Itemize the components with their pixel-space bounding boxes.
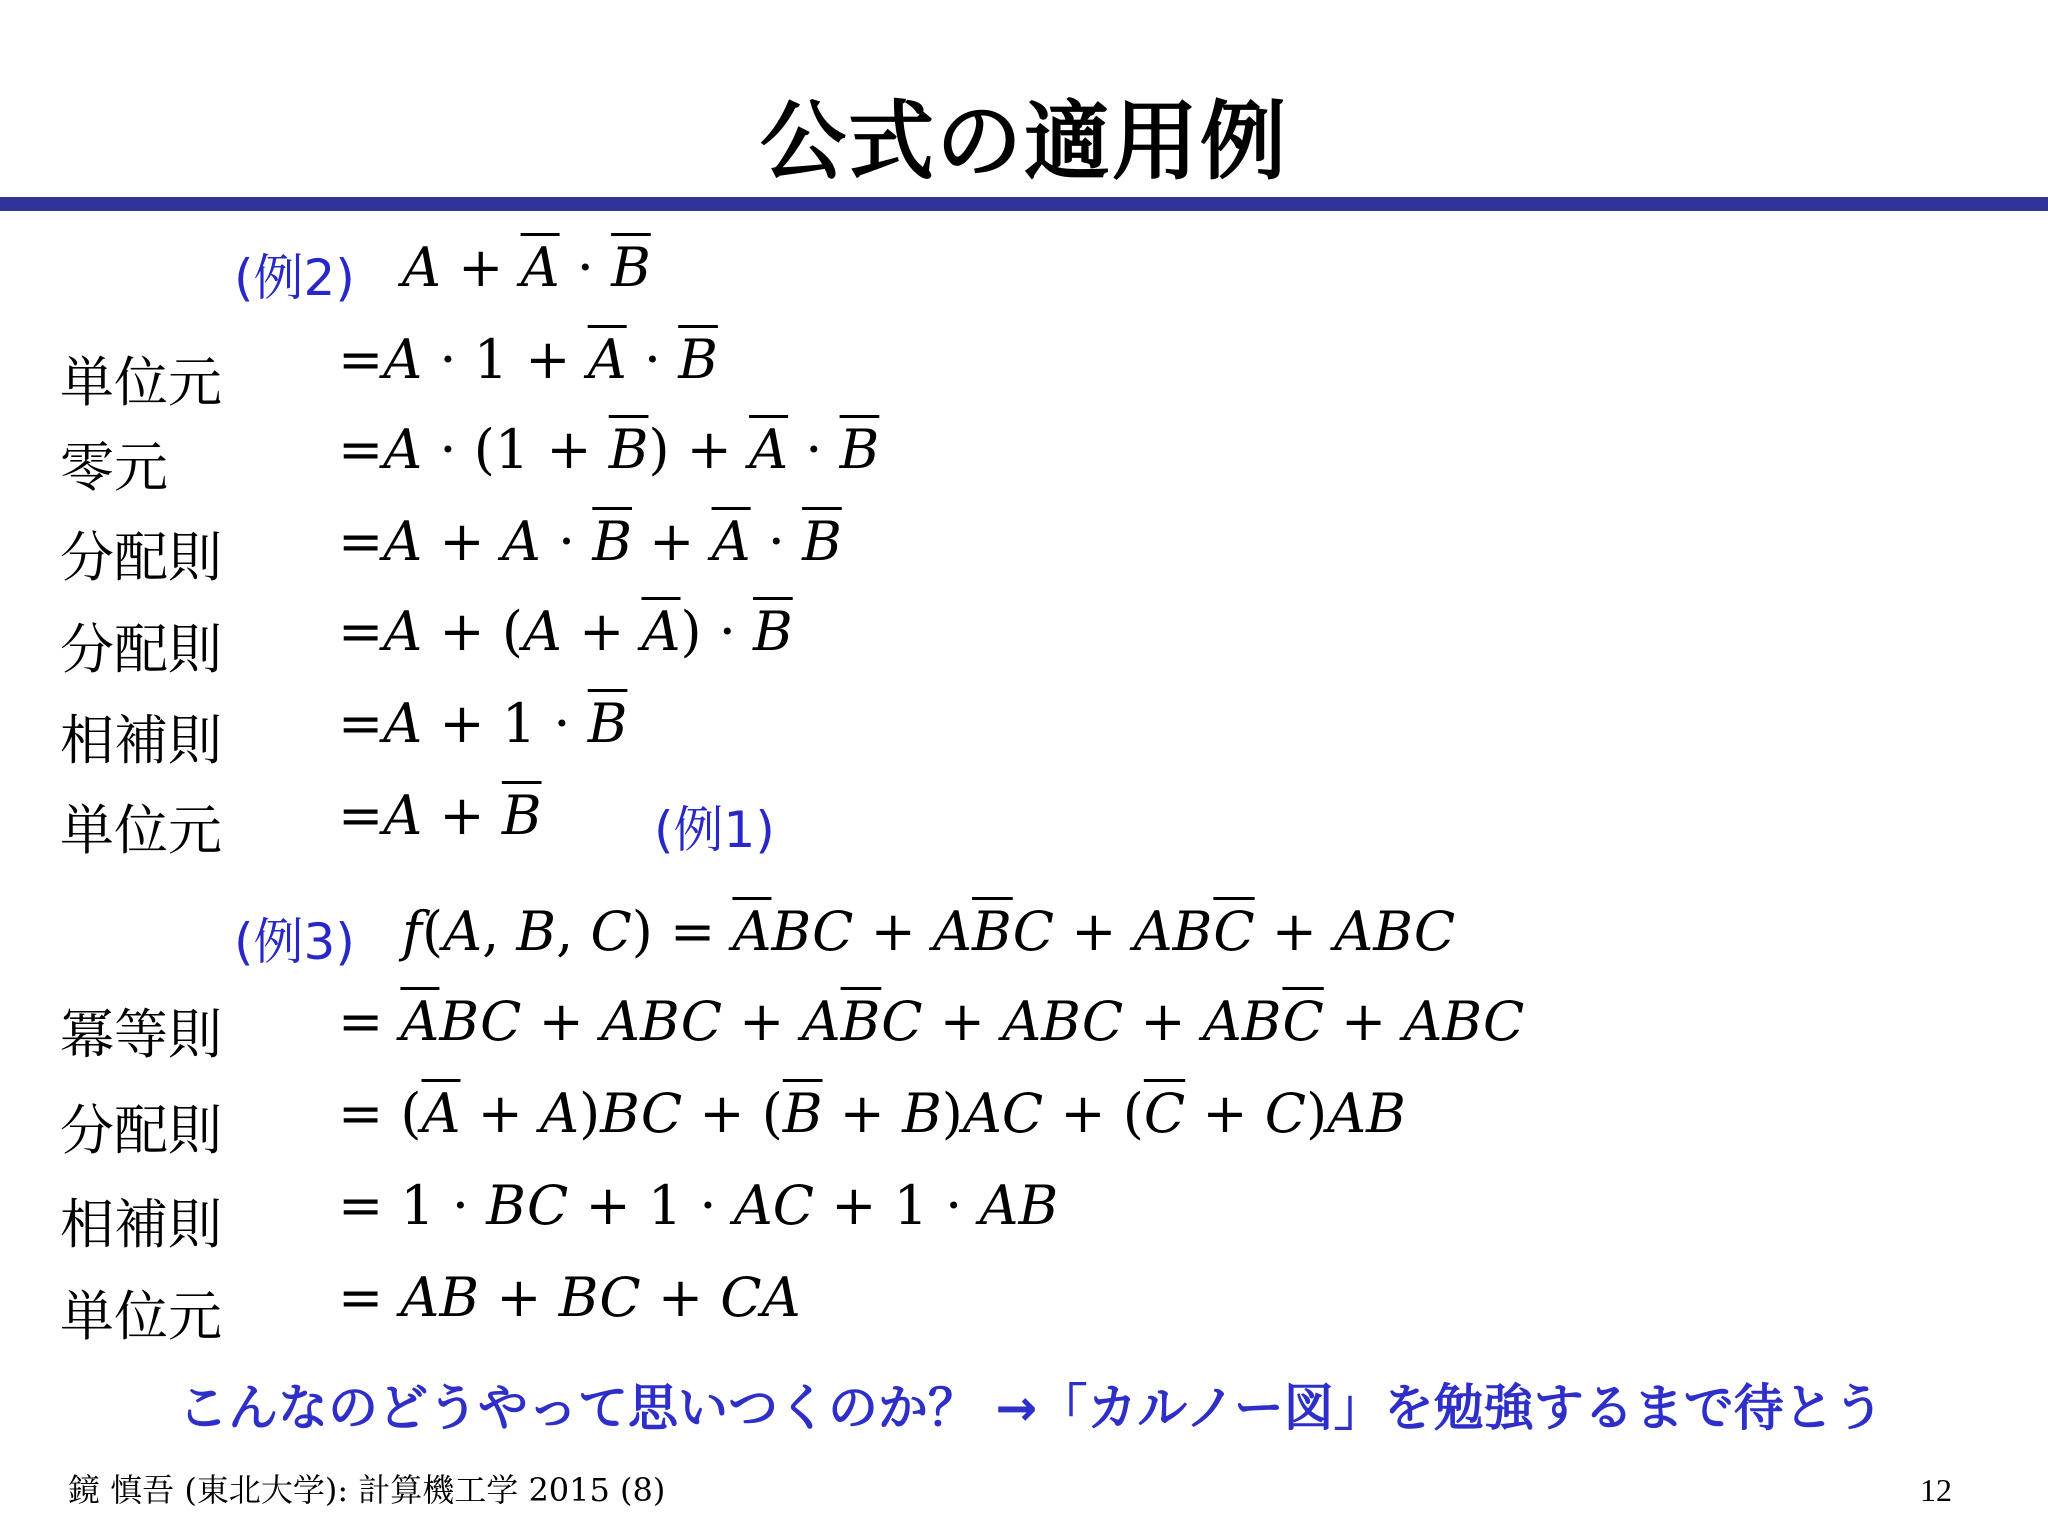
example2-step-1: $=A \cdot 1 + \overline{A} \cdot \overline{B}$ [338,328,718,391]
example2-rule-1: 単位元 [60,351,222,414]
example3-rule-1: 冪等則 [60,1003,222,1066]
example1-reference: (例1) [654,801,775,859]
example3-step-1: = $\overline{A}BC$ + ABC + $A\overline{B}C$ + ABC + $AB\overline{C}$ + ABC [338,990,1525,1053]
example2-rule-3: 分配則 [60,526,222,589]
example3-step-2: = $(\overline{A} + A)BC + (\overline{B} + B)AC + (\overline{C} + C)AB$ [338,1082,1406,1145]
example2-step-5: $=A + 1 \cdot \overline{B}$ [338,692,628,755]
example3-step-3: = 1 · BC + 1 · AC + 1 · AB [338,1174,1059,1237]
example2-label: (例2) [234,249,355,307]
example3-label: (例3) [234,913,355,971]
title-divider [0,197,2048,211]
example3-rule-4: 単位元 [60,1285,222,1348]
page-number: 12 [1920,1472,1952,1508]
example2-step-3: $=A + A \cdot \overline{B} + \overline{A} \cdot \overline{B}$ [338,510,842,573]
example2-step-4: $=A + (A + \overline{A}) \cdot \overline{B}$ [338,600,793,663]
example2-step-2: $=A \cdot (1 + \overline{B}) + \overline{A} \cdot \overline{B}$ [338,418,880,481]
example2-rule-2: 零元 [60,436,168,499]
karnaugh-note: こんなのどうやって思いつくのか？ →「カルノー図」を勉強するまで待とう [178,1379,1884,1437]
slide-title: 公式の適用例 [760,92,1288,192]
example2-rule-6: 単位元 [60,799,222,862]
example3-step-4: = AB + BC + CA [338,1266,801,1329]
example2-step-6: $=A + \overline{B}$ [338,784,542,847]
example2-expression: $A + \overline{A} \cdot \overline{B}$ [402,236,651,299]
example3-rule-3: 相補則 [60,1193,222,1256]
example3-rule-2: 分配則 [60,1099,222,1162]
example2-rule-5: 相補則 [60,709,222,772]
example2-rule-4: 分配則 [60,618,222,681]
example3-expression: f(A, B, $C) = \overline{A}BC + A\overline{B}C + AB\overline{C}$ + ABC [402,900,1456,963]
footer-credit: 鏡 慎吾 (東北大学): 計算機工学 2015 (8) [68,1471,666,1509]
